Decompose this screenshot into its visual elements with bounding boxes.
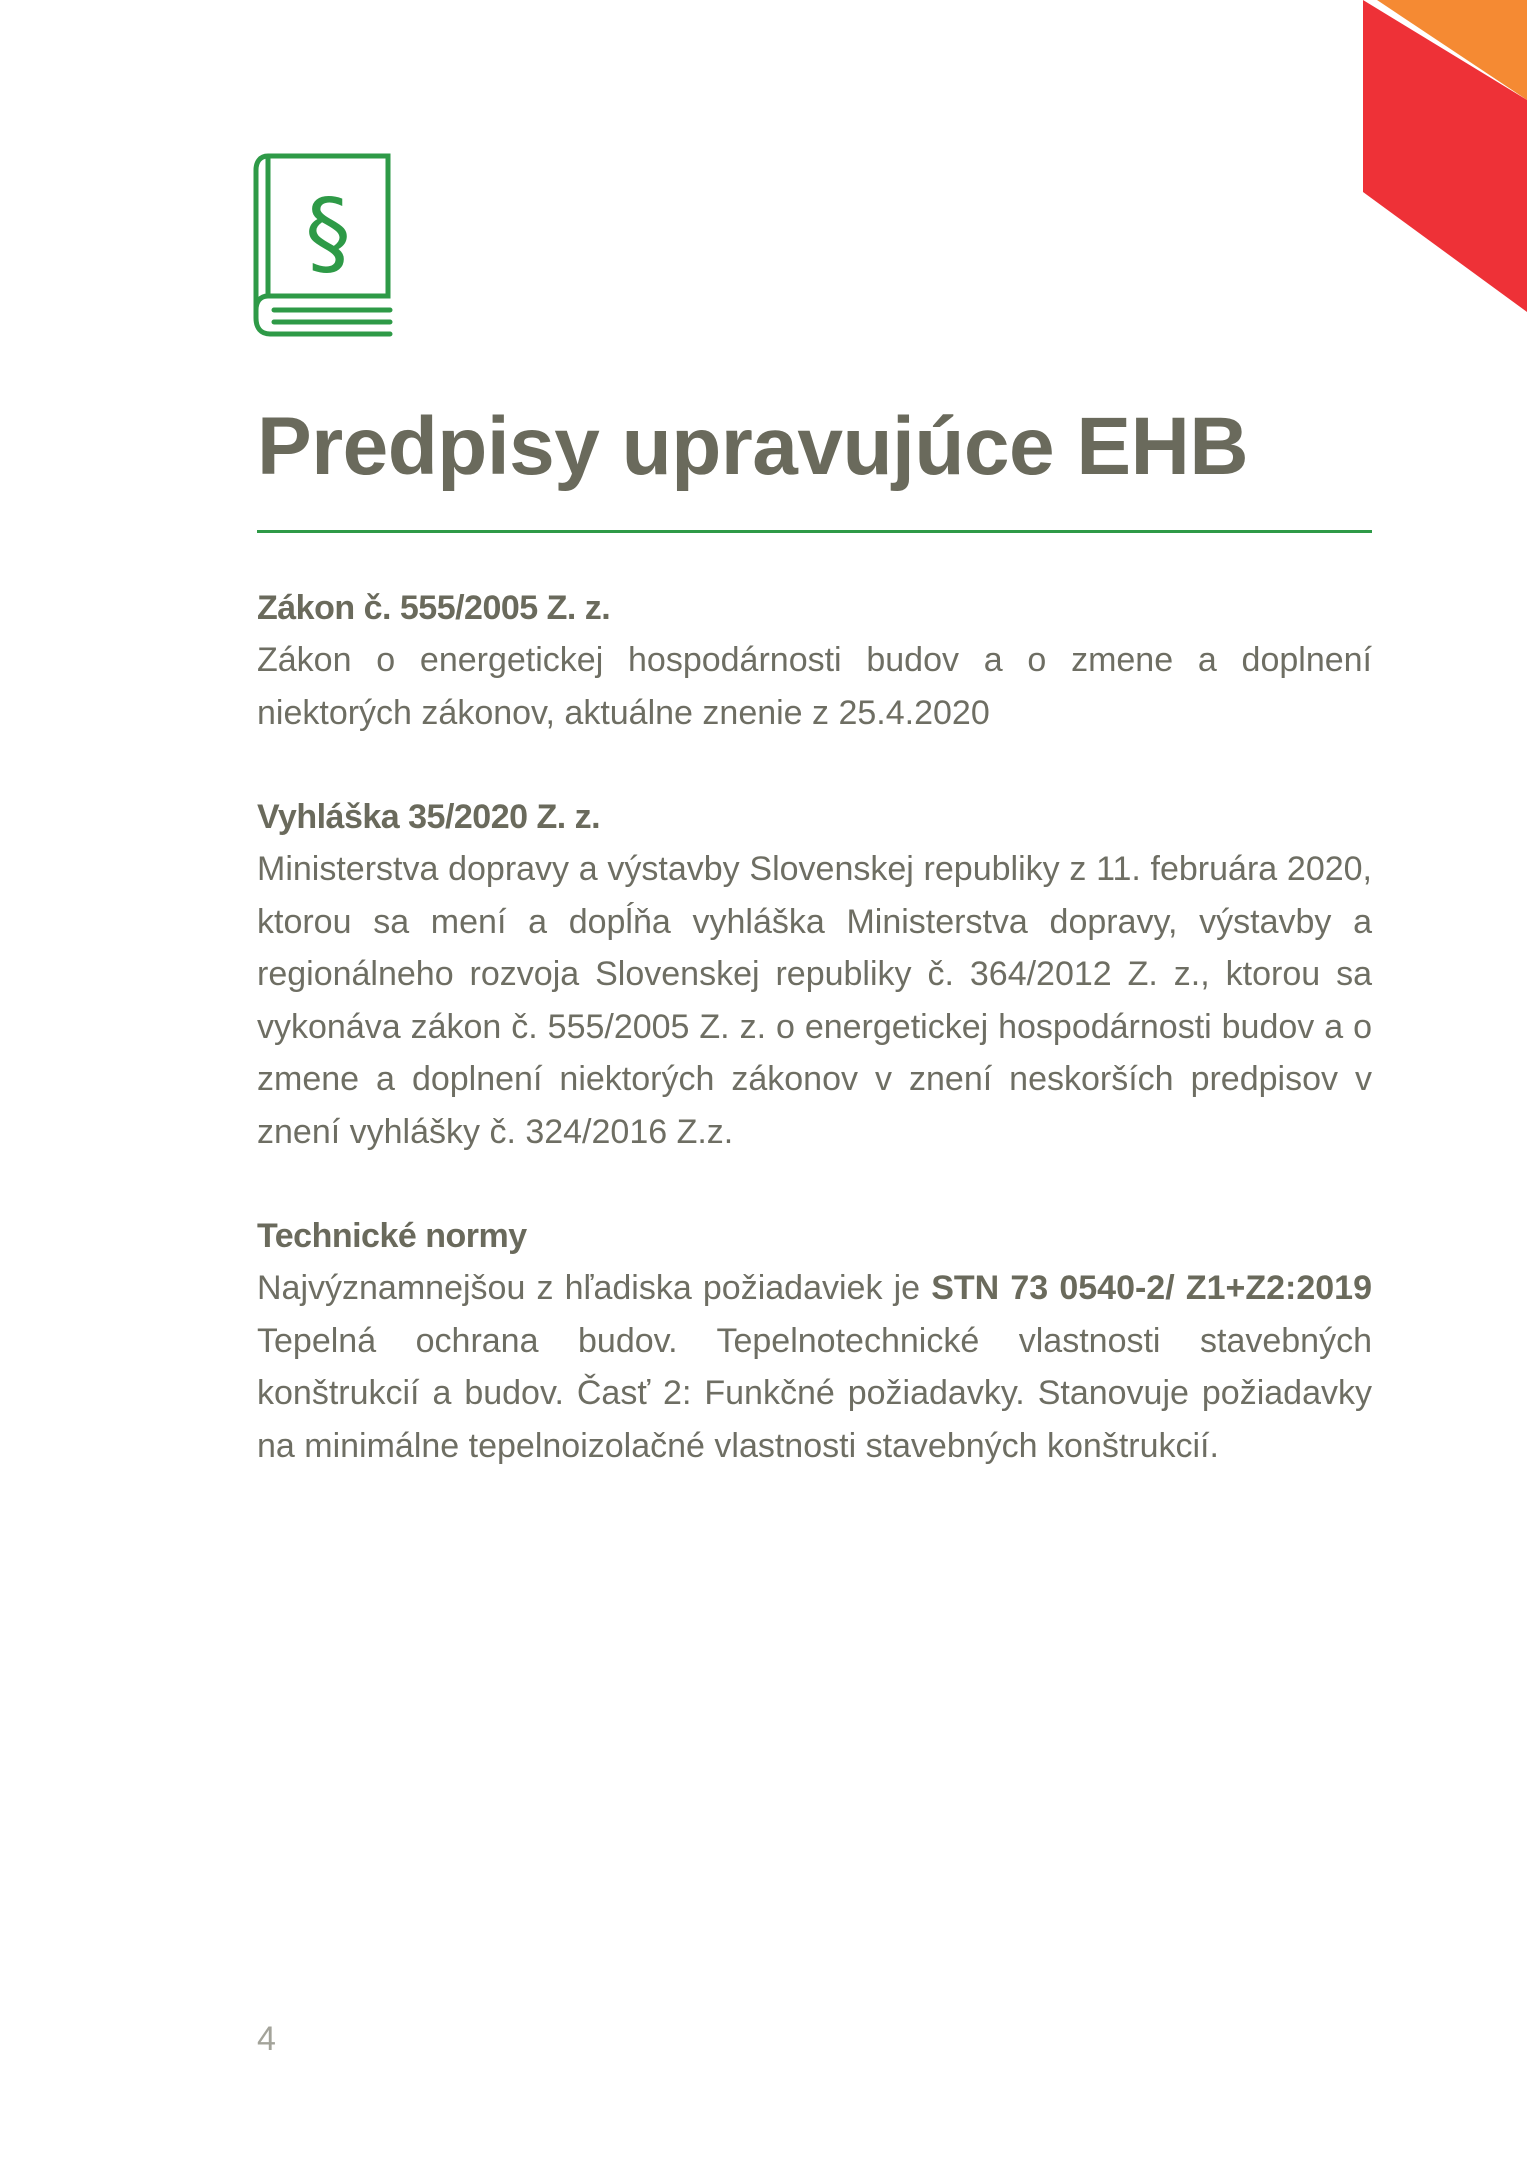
page-number: 4 [257,2020,276,2058]
section-heading: Technické normy [257,1217,527,1255]
section-text [257,1262,1372,1472]
section-heading: Zákon č. 555/2005 Z. z. [257,589,611,627]
title-divider [257,530,1372,533]
section-text: Ministerstva dopravy a výstavby Slovenskej republiky z 11. februára 2020, ktorou sa mení a dopĺňa vyhláška Ministerstva dopravy, výstavby a regionálneho rozvoja Slovenskej republiky č. 364/2012 Z. z., ktorou sa vykonáva zákon č. 555/2005 Z. z. o energetickej hospodárnosti budov a o zmene a doplnení niektorých zákonov v znení neskorších predpisov v znení vyhlášky č. 324/2016 Z.z. [257,850,1372,1151]
section-law-555 [257,582,1372,739]
section-technical-norms [257,1210,1372,1472]
norm-designation: STN 73 0540-2/ Z1+Z2:2019 [931,1269,1372,1307]
section-text: Zákon o energetickej hospodárnosti budov a o zmene a doplnení niektorých zákonov, aktuálne znenie z 25.4.2020 [257,641,1372,732]
section-decree-35 [257,791,1372,1158]
svg-text:§: § [305,179,351,286]
document-body [257,582,1372,1524]
section-heading: Vyhláška 35/2020 Z. z. [257,798,601,836]
norms-text-intro: Najvýznamnejšou z hľadiska požiadaviek je [257,1269,932,1307]
law-book-paragraph-icon [252,152,394,342]
corner-decoration [1297,0,1527,320]
page-title: Predpisy upravujúce EHB [257,401,1249,492]
norms-text-description: Tepelná ochrana budov. Tepelnotechnické vlastnosti stavebných konštrukcií a budov. Časť 2: Funkčné požiadavky. Stanovuje požiadavky na minimálne tepelnoizolačné vlastnosti stavebných konštrukcií. [257,1321,1372,1465]
